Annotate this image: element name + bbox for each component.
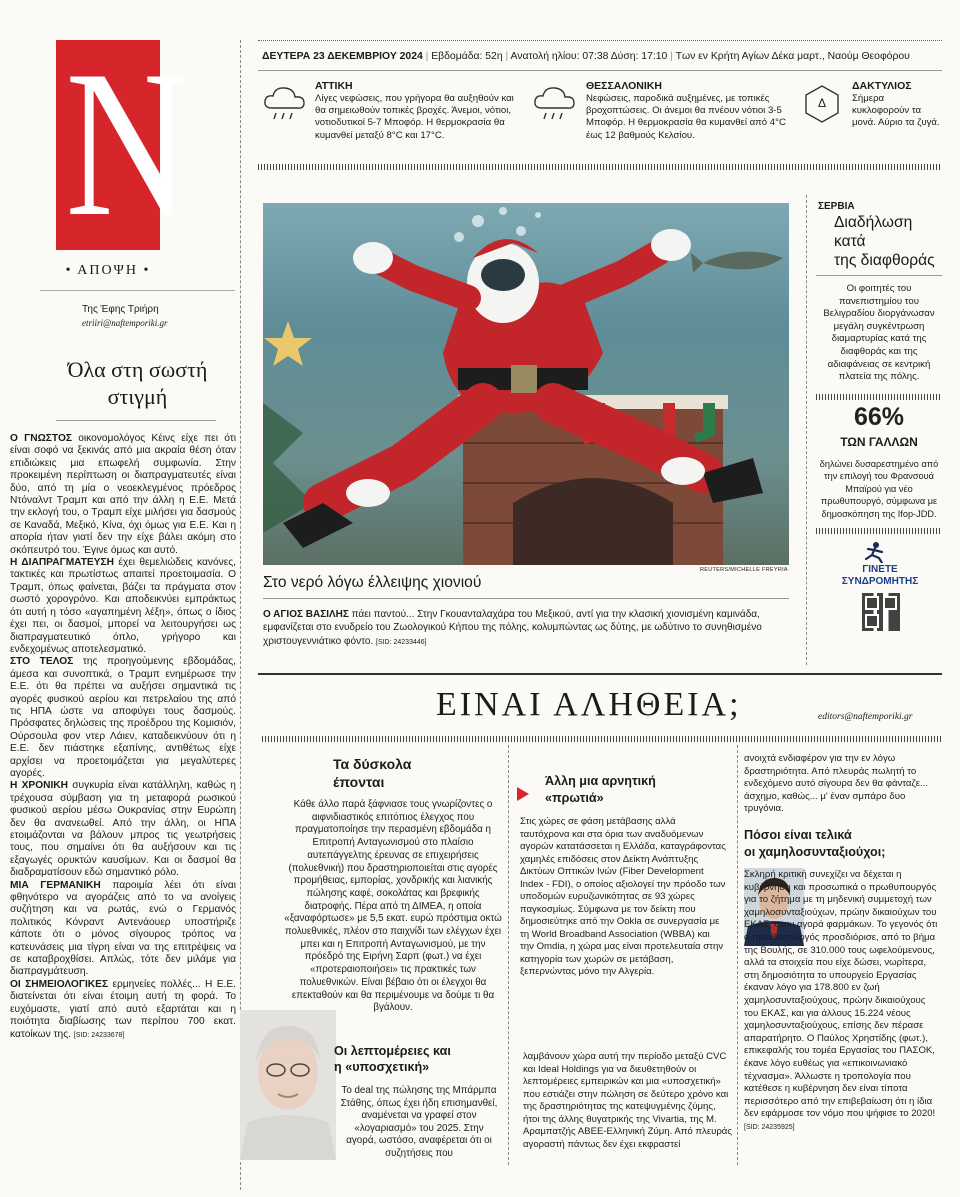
- runner-icon: [862, 541, 892, 563]
- opinion-paragraph: [10, 433, 236, 557]
- opinion-paragraph: [10, 780, 236, 879]
- dateline-saints: Των εν Κρήτη Αγίων Δέκα μαρτ., Ναούμ Θεοφόρου: [675, 51, 910, 62]
- sidebar-title-2: κατά: [834, 233, 866, 250]
- opinion-paragraph: [10, 656, 236, 780]
- col1-heading-4: η «υποσχετική»: [334, 1060, 430, 1074]
- lead-word: ΜΙΑ ΓΕΡΜΑΝΙΚΗ: [10, 879, 101, 891]
- sid-code: [SID: 24233446]: [376, 638, 427, 646]
- col3-body: [744, 869, 942, 1134]
- paragraph-text: ερμηνείες πολλές... Η Ε.Ε. διατείνεται ότι είναι έτοιμη αυτή τη φορά. Το ευχόμαστε, γιατί από αυτό εξαρτάται και η ποιότητα διαβίωσης των περίπου 700 εκατ. κατοίκων της.: [10, 978, 236, 1040]
- cloud-rain-icon: [532, 84, 578, 124]
- lead-word: ΟΙ ΣΗΜΕΙΟΛΟΓΙΚΕΣ: [10, 978, 109, 990]
- stat-value: 66%: [853, 403, 905, 431]
- weather-thessaloniki: [532, 80, 792, 150]
- title-rule: [56, 420, 216, 421]
- dateline-week: Εβδομάδα: 52η: [431, 51, 503, 62]
- top-dotted-rule: [258, 40, 942, 42]
- photo-caption: Στο νερό λόγω έλλειψης χιονιού: [263, 574, 482, 591]
- sidebar-title-3: της διαφθοράς: [834, 252, 935, 269]
- sid-code: [SID: 24235925]: [744, 1123, 795, 1131]
- subscribe-line-1[interactable]: ΓΙΝΕΤΕ: [862, 564, 898, 575]
- weather-region: ΘΕΣΣΑΛΟΝΙΚΗ: [586, 80, 662, 92]
- truth-top-rule: [258, 673, 942, 675]
- sidebar-kicker: ΣΕΡΒΙΑ: [818, 201, 855, 212]
- truth-divider: [262, 736, 942, 742]
- paragraph-text: της προηγούμενης εβδομάδας, άμεσα και συνοπτικά, ο Τραμπ ενημέρωσε την Ε.Ε. ότι θα πρέπει να αυξήσει σημαντικά τις αγορές φυσικού αερίου και πετρελαίου της από τις ΗΠΑ ώστε να αποφύγει τους δασμούς. Πρόσφατες δηλώσεις της προέδρου της Κομισιόν, Ούρσουλα φον ντερ Λάιεν, καταδεικνύουν ότι η Ε.Ε. δεν πιάστηκε εξαπίνης, αντιθέτως είχε αρχίσει να προετοιμάζεται για μεγαλύτερες αγορές.: [10, 656, 236, 779]
- sidebar-title-1: Διαδήλωση: [834, 214, 913, 231]
- sidebar-dotted-rule: [816, 394, 942, 400]
- opinion-body: [10, 433, 236, 1042]
- santa-diver-illustration: [263, 203, 789, 565]
- byline: Της Έφης Τριήρη: [82, 304, 159, 315]
- byline-email[interactable]: etriiri@naftemporiki.gr: [82, 318, 168, 328]
- paragraph-text: συγκυρία είναι κατάλληλη, καθώς η τρέχουσα σύμβαση για τη μεταφορά ρωσικού φυσικού αερίου μέσω Ουκρανίας στην Ευρώπη δεν θα ανανεωθεί. Από την άλλη, οι ΗΠΑ ετοιμάζονται να βάλουν μπρος τις γεωτρήσεις τους, που σημαίνει ότι θα αυξήσουν και τις εξαγωγές ορυκτών καυσίμων. Και οι δασμοί θα διαδραματίσουν εδώ σημαντικό ρόλο.: [10, 780, 236, 879]
- section-rule: [40, 290, 235, 291]
- col3-heading-2: οι χαμηλοσυνταξιούχοι;: [744, 845, 886, 859]
- col1-body-2: Το deal της πώλησης της Μπάρμπα Στάθης, όπως έχει ήδη επισημανθεί, αναμένεται να γραφεί στον «λογαριασμό» του 2025. Στην αγορά, ωστόσο, αναφέρεται ότι οι συζητήσεις που: [340, 1085, 498, 1159]
- col1-heading-3: Οι λεπτομέρειες και: [334, 1044, 451, 1058]
- dateline-sun: Ανατολή ηλίου: 07:38 Δύση: 17:10: [510, 51, 668, 62]
- lead-word: Η ΔΙΑΠΡΑΓΜΑΤΕΥΣΗ: [10, 557, 114, 569]
- subscribe-line-2[interactable]: ΣΥΝΔΡΟΜΗΤΗΣ: [841, 576, 919, 587]
- sidebar-dotted-rule-2: [816, 528, 942, 534]
- col2-heading-1: Άλλη μια αρνητική: [545, 774, 656, 788]
- col3-body-text: Σκληρή κριτική συνεχίζει να δέχεται η κυβέρνηση και προσωπικά ο πρωθυπουργός για το ζήτημα με τη μηδενική συμμετοχή των χαμηλοσυνταξιούχων, πρώην δικαιούχων του ΕΚΑΣ, στην αγορά φαρμάκων. Το γεγονός ότι ο πρωθυπουργός προσδιόρισε, από το βήμα της Βουλής, σε 310.000 τους ωφελούμενους, αλλά τα στοιχεία που είχε δώσει, νωρίτερα, στη δημοσιότητα το υπουργείο Εργασίας έκαναν λόγο για 178.800 εν ζωή χαμηλοσυνταξιούχους, πρώην δικαιούχους του ΕΚΑΣ, και για άλλους 15.224 νέους χαμηλοσυνταξιούχους, επίσης δεν πέρασε απαρατήρητο. Ο Παύλος Χρηστίδης (φωτ.), επικεφαλής του τομέα Εργασίας του ΠΑΣΟΚ, έκανε λόγο ευθέως για «επικοινωνιακό τέχνασμα». Άλλωστε η τροπολογία που κατέθεσε η κυβέρνηση δεν είναι τίποτα περισσότερο από την επιβεβαίωση ότι η ίδια δεν εφάρμοσε τον νόμο που ψήφισε το 2020!: [744, 869, 938, 1120]
- portrait-photo-sarp: [240, 1010, 336, 1160]
- stat-label: ΤΩΝ ΓΑΛΛΩΝ: [840, 435, 918, 449]
- weather-text: Σήμερα κυκλοφορούν τα μονά. Αύριο τα ζυγά.: [852, 93, 940, 129]
- weather-text: Λίγες νεφώσεις, που γρήγορα θα αυξηθούν και θα σημειωθούν τοπικές βροχές. Άνεμοι, νότιοι, νοτιοδυτικοί 5-7 Μποφόρ. Η θερμοκρασία θα κυμανθεί μεταξύ 8°C και 17°C.: [315, 93, 514, 141]
- section-label: • ΑΠΟΨΗ •: [65, 263, 151, 278]
- photo-text-body: πάει παντού... Στην Γκουανταλαχάρα του Μεξικού, αντί για την κλασική χιονισμένη καμινάδα, εμφανίζεται στο ενυδρείο του Ζωολογικού Κήπου της πόλης, κολυμπώντας ως δύτης, με ωδύτινο το συνηθισμένο χριστουγεννιάτικο φόντο.: [263, 609, 762, 647]
- photo-sidebar-divider: [806, 195, 807, 665]
- subscribe-block[interactable]: [840, 541, 920, 641]
- lead-word: Η ΧΡΟΝΙΚΗ: [10, 780, 69, 792]
- photo-credit: REUTERS/MICHELLE FREYRIA: [700, 567, 788, 573]
- paragraph-text: έχει θεμελιώδεις κανόνες, τακτικές και πρωτίστως απαιτεί προετοιμασία. Ο Τραμπ, όπως φαίνεται, βάζει τα πράγματα στον σωστό χορογρόνο. Και αποδεικνύει εμπράκτως ότι αυτή η τόσο «αγαπημένη λέξη», όπως ο ίδιος έχει πει, οι δασμοί, μπορεί να λειτουργήσει ως διαπραγματευτικό όπλο, γρήγορο και ενδεχομένως αποτελεσματικό.: [10, 557, 236, 655]
- weather-divider: [258, 164, 942, 170]
- col2-body-2: λαμβάνουν χώρα αυτή την περίοδο μεταξύ CVC και Ideal Holdings για να διευθετηθούν οι λεπτομέρειες εμπειρικών και μια «υποσχετική» που εστιάζει στην πώληση σε δεύτερο χρόνο και της δραστηριότητας της κατεψυγμένης ζύμης, ήτοι της άλλης θυγατρικής της Vivartia, της Μ. Αραμπατζής ΑΒΕΕ-Ελληνική Ζύμη. Από πλευράς αγοραστή πάντως δεν έχει εκφραστεί: [523, 1051, 732, 1150]
- col2-heading-2: «πρωτιά»: [545, 791, 604, 805]
- red-pointer-icon: [517, 787, 529, 801]
- col-divider-2: [737, 745, 738, 1165]
- lead-word: Ο ΑΓΙΟΣ ΒΑΣΙΛΗΣ: [263, 609, 349, 620]
- logo-letter: N: [65, 28, 190, 260]
- opinion-title-1: Όλα στη σωστή: [67, 357, 208, 382]
- weather-region: ΑΤΤΙΚΗ: [315, 80, 353, 92]
- col1-body: Κάθε άλλο παρά ξάφνιασε τους γνωρίζοντες ο αιφνιδιαστικός επιτόπιος έλεγχος που πραγματοποίησε την περασμένη εβδομάδα η Επιτροπή Ανταγωνισμού στο πλαίσιο αυτεπάγγελτης έρευνας σε επιχειρήσεις (πολυεθνική) που δραστηριοποιείται στις αγορές προμήθειας, εμπορίας, χονδρικής και λιανικής πώλησης καφέ, σοκολάτας και βρεφικής διατροφής. Πέρα από τη ΔΙΜΕΑ, η οποία «ξαναφόρτωσε» με 5,5 εκατ. ευρώ πρόστιμα οκτώ πολυεθνικές, πλέον στο παιχνίδι των ελέγχων έχει μπει και η Επιτροπή Ανταγωνισμού, με την πρόεδρό της Ειρήνη Σαρπ (φωτ.) να έχει «προτεραιοποιήσει» τις πρακτικές των πολυεθνικών. Είναι βέβαιο ότι οι έλεγχοι θα επεκταθούν και θα περιμένουμε να δούμε τι θα βγάλουν.: [284, 799, 502, 1014]
- col1-heading-2: έπονται: [333, 774, 385, 790]
- lead-word: Ο ΓΝΩΣΤΟΣ: [10, 433, 72, 444]
- opinion-paragraph: [10, 979, 236, 1042]
- stat-text: δηλώνει δυσαρεστημένο από την επιλογή του Φρανσουά Μπαϊρού για νέο πρωθυπουργό, σύμφωνα με δημοσκόπηση της Ifop-JDD.: [819, 459, 939, 519]
- lead-word: ΣΤΟ ΤΕΛΟΣ: [10, 656, 74, 668]
- truth-email[interactable]: editors@naftemporiki.gr: [818, 712, 913, 722]
- paragraph-text: οικονομολόγος Κέινς είχε πει ότι είναι σοφό να ξεκινάς από μια ακραία θέση όταν επιδιώκεις μια επωφελή συμφωνία. Στην προκειμένη περίπτωση οι διαπραγματευτές είναι δύο, από τη μία ο νεοεκλεγμένος πρόεδρος Ντόναλντ Τραμπ και από την άλλη η Ε.Ε. Μετά την εκλογή του, ο Τραμπ είχε μιλήσει για δασμούς σε Καναδά, Μεξικό, Κίνα, όχι όμως για Ε.Ε. Και η απορία ήταν γιατί δεν την είχε βάλει ακόμη στο σκόπευτρό του. Έγινε όμως και αυτό.: [10, 433, 237, 556]
- logo-box: [56, 28, 190, 260]
- paragraph-text: παροιμία λέει ότι είναι φθηνότερο να αγοράζεις από το να ανοίγεις συζήτηση και να ρωτάς, ενώ ο Γερμανός πολιτικός Κόνραντ Αντενάουερ υποστήριζε κάποτε ότι ο μόνος σίγουρος τρόπος να κατευνάσεις μια τίγρη είναι να της επιτρέψεις να σε καταβροχθίσει. Απλώς, τότε δεν μιλάμε για διαπραγμάτευση.: [10, 879, 236, 978]
- truth-title: ΕΙΝΑΙ ΑΛΗΘΕΙΑ;: [436, 686, 742, 723]
- sidebar-title-rule: [816, 275, 942, 276]
- weather-region: ΔΑΚΤΥΛΙΟΣ: [852, 80, 912, 92]
- opinion-paragraph: [10, 880, 236, 979]
- qr-code-icon[interactable]: [862, 593, 900, 631]
- photo-text: [263, 608, 789, 649]
- col1-heading-1: Τα δύσκολα: [333, 756, 412, 772]
- caption-rule: [263, 598, 789, 599]
- sidebar-body: Οι φοιτητές του πανεπιστημίου του Βελιγραδίου διοργάνωσαν μεγάλη συγκέντρωση διαμαρτυρίας κατά της διαφθοράς και της αδιαφάνειας σε κεντρική πλατεία της πόλης.: [823, 283, 935, 383]
- dateline-rule: [258, 70, 942, 71]
- main-photo: [263, 203, 789, 565]
- col3-top: ανοιχτά ενδιαφέρον για την εν λόγω δραστηριότητα. Από πλευράς πωλητή το ενδεχόμενο αυτό σίγουρα δεν θα φάνταζε... άσχημο, καθώς... μ' έναν σμπάρο δυο τρυγόνια.: [744, 753, 928, 815]
- road-sign-letter: Δ: [817, 96, 826, 110]
- col3-heading-1: Πόσοι είναι τελικά: [744, 828, 852, 842]
- opinion-paragraph: [10, 557, 236, 656]
- col2-body: Στις χώρες σε φάση μετάβασης αλλά ταυτόχρονα και στα όρια των αναδυόμενων αγορών κατατάσσεται η Ελλάδα, καταγράφοντας χαμηλές επιδόσεις στον Δείκτη Ανάπτυξης Δικτύων Οπτικών Ινών (Fiber Development Index - FDI), ο οποίος αξιολογεί την πρόοδο των υποδομών ευρυζωνικότητας σε 93 χώρες παγκοσμίως. Σύμφωνα με τον δείκτη που δημοσιεύτηκε από την Ookla σε συνεργασία με τη World Broadband Association (WBBA) και την Omdia, η χώρα μας είναι προτελευταία στην κατηγορία των χωρών σε μετάβαση, ξεπερνώντας μόνο την Αλγερία.: [520, 816, 726, 977]
- sid-code: [SID: 24233678]: [73, 1031, 125, 1039]
- dateline: ΔΕΥΤΕΡΑ 23 ΔΕΚΕΜΒΡΙΟΥ 2024 | Εβδομάδα: 52η | Ανατολή ηλίου: 07:38 Δύση: 17:10 | Των εν Κρήτη Αγίων Δέκα μαρτ., Ναούμ Θεοφόρου: [262, 51, 910, 62]
- weather-text: Νεφώσεις, παροδικά αυξημένες, με τοπικές βροχοπτώσεις. Οι άνεμοι θα πνέουν νότιοι 3-5 Μποφόρ. Η θερμοκρασία θα κυμανθεί από 4°C έως 12 βαθμούς Κελσίου.: [586, 93, 786, 141]
- weather-attica: [262, 80, 522, 150]
- weather-ring-road: [800, 80, 942, 150]
- dateline-date: ΔΕΥΤΕΡΑ 23 ΔΕΚΕΜΒΡΙΟΥ 2024: [262, 51, 423, 62]
- col-divider-1: [508, 745, 509, 1165]
- opinion-title-2: στιγμή: [107, 384, 168, 409]
- cloud-rain-icon: [262, 84, 308, 124]
